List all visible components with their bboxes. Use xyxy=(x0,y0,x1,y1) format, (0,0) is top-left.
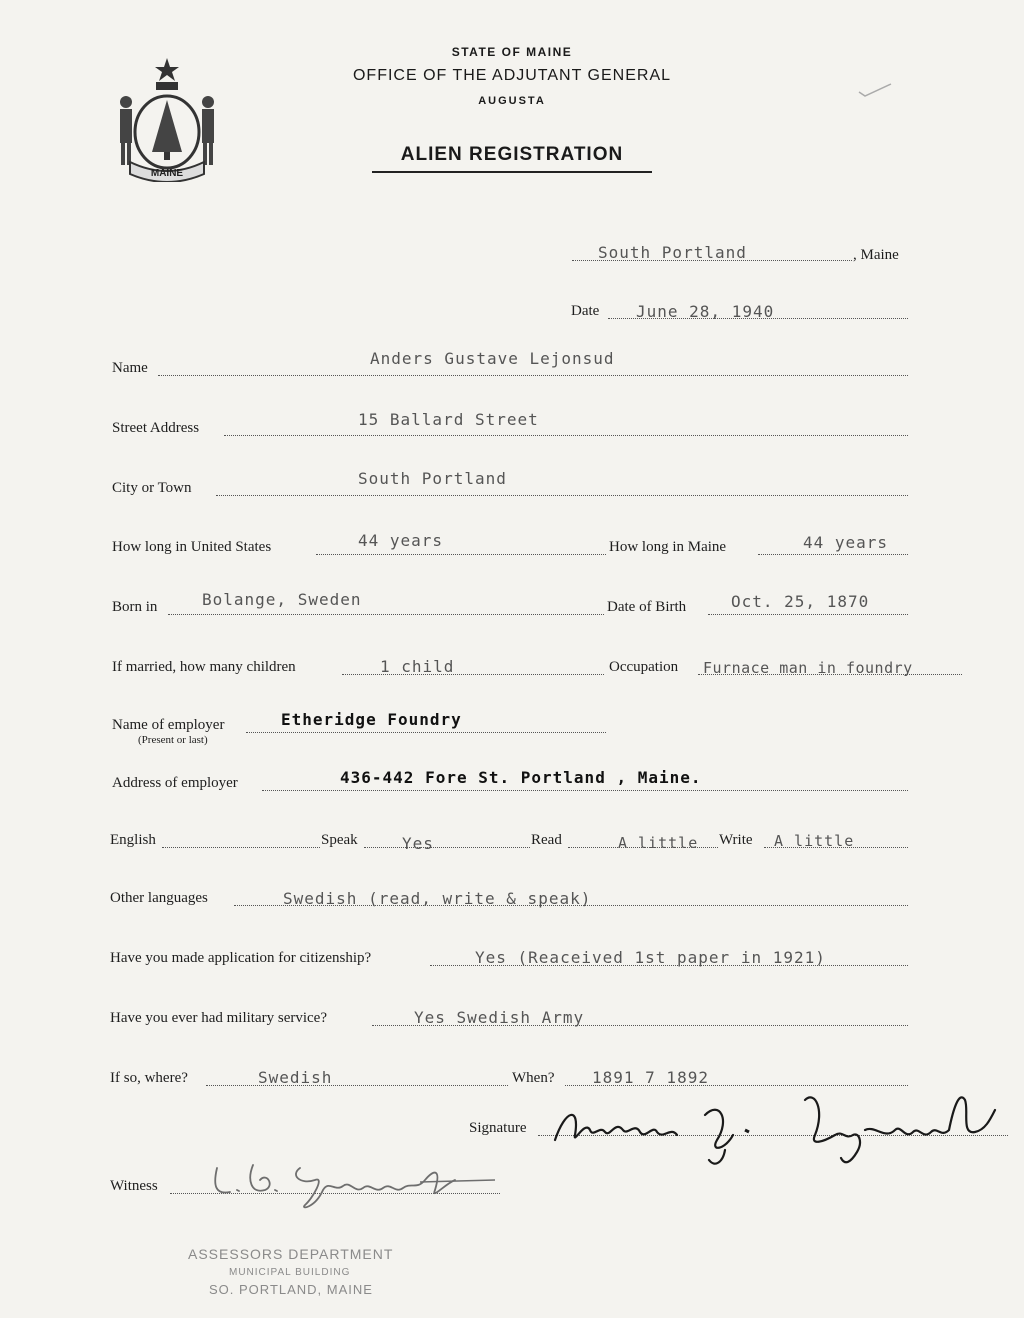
name-label: Name xyxy=(112,360,148,376)
us-duration-value[interactable]: 44 years xyxy=(358,531,444,550)
witness-label: Witness xyxy=(110,1178,158,1194)
dob-label: Date of Birth xyxy=(607,599,687,615)
maine-duration-label: How long in Maine xyxy=(609,539,727,555)
english-label: English xyxy=(110,832,156,848)
city-label: City or Town xyxy=(112,480,192,496)
header-office: OFFICE OF THE ADJUTANT GENERAL xyxy=(352,67,672,84)
city-line xyxy=(216,495,908,496)
write-label: Write xyxy=(719,832,753,848)
dob-value[interactable]: Oct. 25, 1870 xyxy=(731,592,870,611)
maine-duration-value[interactable]: 44 years xyxy=(803,533,889,552)
stamp-line-1: ASSESSORS DEPARTMENT xyxy=(188,1246,394,1262)
military-value[interactable]: Yes Swedish Army xyxy=(414,1008,585,1027)
where-label: If so, where? xyxy=(110,1070,188,1086)
speak-line xyxy=(364,847,530,848)
other-languages-value[interactable]: Swedish (read, write & speak) xyxy=(283,889,592,908)
when-label: When? xyxy=(512,1070,555,1086)
maine-duration-line xyxy=(758,554,908,555)
born-in-value[interactable]: Bolange, Sweden xyxy=(202,590,362,609)
stamp-line-3: SO. PORTLAND, MAINE xyxy=(209,1282,373,1297)
check-mark-icon xyxy=(855,80,895,100)
english-line xyxy=(162,847,320,848)
when-value[interactable]: 1891 7 1892 xyxy=(592,1068,709,1087)
employer-sublabel: (Present or last) xyxy=(138,734,208,746)
city-value[interactable]: South Portland xyxy=(358,469,507,488)
read-value[interactable]: A little xyxy=(618,834,699,852)
form-title: ALIEN REGISTRATION xyxy=(400,144,624,165)
citizenship-label: Have you made application for citizenship? xyxy=(110,950,372,966)
location-value[interactable]: South Portland xyxy=(598,243,747,262)
speak-label: Speak xyxy=(321,832,358,848)
born-in-label: Born in xyxy=(112,599,158,615)
speak-value[interactable]: Yes xyxy=(402,834,434,853)
us-duration-label: How long in United States xyxy=(112,539,272,555)
occupation-label: Occupation xyxy=(609,659,679,675)
date-label: Date xyxy=(571,303,600,319)
witness-signature-image[interactable] xyxy=(205,1150,505,1220)
employer-address-label: Address of employer xyxy=(112,775,238,791)
write-value[interactable]: A little xyxy=(774,832,855,850)
employer-label: Name of employer xyxy=(112,717,225,733)
location-suffix: , Maine xyxy=(853,247,899,263)
occupation-value[interactable]: Furnace man in foundry xyxy=(703,659,913,677)
employer-address-value[interactable]: 436-442 Fore St. Portland , Maine. xyxy=(340,768,702,787)
street-line xyxy=(224,435,908,436)
military-label: Have you ever had military service? xyxy=(110,1010,327,1026)
street-label: Street Address xyxy=(112,420,200,436)
children-value[interactable]: 1 child xyxy=(380,657,455,676)
other-languages-label: Other languages xyxy=(110,890,208,906)
read-label: Read xyxy=(531,832,562,848)
street-value[interactable]: 15 Ballard Street xyxy=(358,410,539,429)
stamp-line-2: MUNICIPAL BUILDING xyxy=(229,1267,351,1278)
citizenship-value[interactable]: Yes (Reaceived 1st paper in 1921) xyxy=(475,948,826,967)
header-state: STATE OF MAINE xyxy=(451,45,573,59)
signature-label: Signature xyxy=(469,1120,527,1136)
title-underline xyxy=(372,171,652,173)
where-value[interactable]: Swedish xyxy=(258,1068,333,1087)
where-line xyxy=(206,1085,508,1086)
employer-address-line xyxy=(262,790,908,791)
employer-value[interactable]: Etheridge Foundry xyxy=(281,710,462,729)
dob-line xyxy=(708,614,908,615)
svg-text:MAINE: MAINE xyxy=(150,168,184,179)
born-in-line xyxy=(168,614,604,615)
date-value[interactable]: June 28, 1940 xyxy=(636,302,775,321)
name-value[interactable]: Anders Gustave Lejonsud xyxy=(370,349,615,368)
name-line xyxy=(158,375,908,376)
header-city: AUGUSTA xyxy=(478,95,546,107)
employer-line xyxy=(246,732,606,733)
children-label: If married, how many children xyxy=(112,659,296,675)
signature-image[interactable] xyxy=(545,1080,1020,1170)
us-duration-line xyxy=(316,554,606,555)
